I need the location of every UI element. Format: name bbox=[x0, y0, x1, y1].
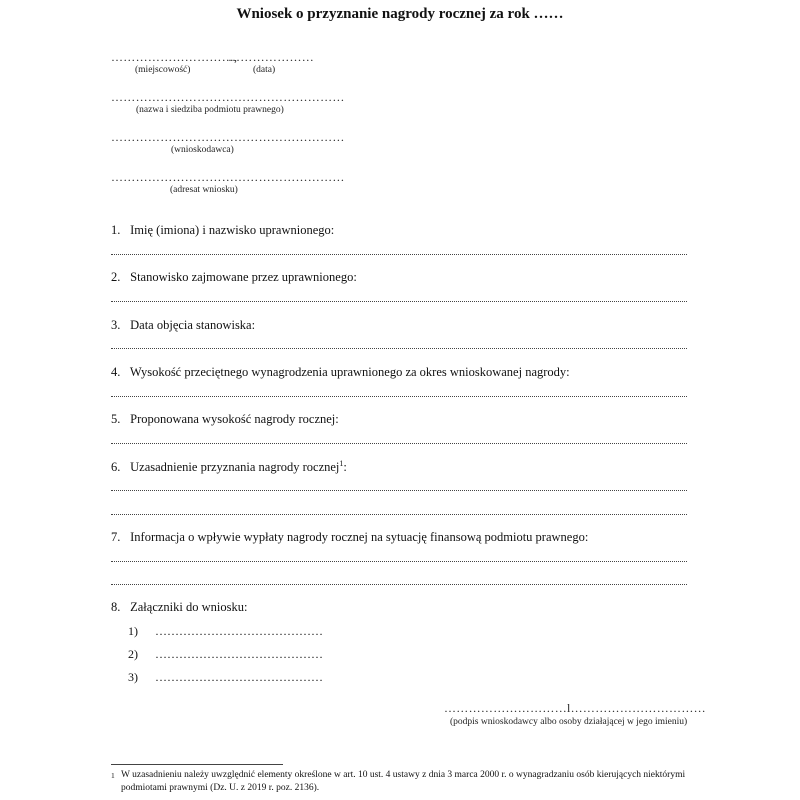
question-text: Proponowana wysokość nagrody rocznej: bbox=[130, 412, 339, 426]
attachment-3[interactable] bbox=[128, 670, 323, 685]
answer-line-2[interactable] bbox=[111, 301, 687, 302]
attachment-2[interactable] bbox=[128, 647, 323, 662]
date-label: (data) bbox=[253, 65, 276, 75]
entity-label: (nazwa i siedziba podmiotu prawnego) bbox=[136, 105, 284, 115]
question-number: 4. bbox=[111, 365, 121, 379]
answer-line-6a[interactable] bbox=[111, 490, 687, 491]
answer-line-5[interactable] bbox=[111, 443, 687, 444]
footnote-ref[interactable]: 1 bbox=[339, 459, 344, 468]
place-label: (miejscowość) bbox=[135, 65, 191, 75]
question-number: 3. bbox=[111, 318, 121, 332]
addressee-dots: ………………………………………………… bbox=[111, 170, 345, 184]
question-text: Załączniki do wniosku: bbox=[130, 600, 248, 614]
question-1 bbox=[111, 223, 334, 238]
footnote-text: W uzasadnieniu należy uwzględnić elementy określone w art. 10 ust. 4 ustawy z dnia 3 marca 2000 r. o wynagradzaniu osób kierujących niektórymi podmiotami prawnymi (Dz. U. z 2019 r. poz. 2136). bbox=[121, 770, 686, 793]
question-text: Stanowisko zajmowane przez uprawnionego: bbox=[130, 270, 357, 284]
question-6 bbox=[111, 459, 347, 475]
question-number: 2. bbox=[111, 270, 121, 284]
question-number: 7. bbox=[111, 530, 121, 544]
question-number: 5. bbox=[111, 412, 121, 426]
question-suffix: : bbox=[343, 460, 347, 475]
question-3 bbox=[111, 318, 255, 333]
question-text: Imię (imiona) i nazwisko uprawnionego: bbox=[130, 223, 335, 237]
attachment-number: 1) bbox=[128, 624, 138, 638]
question-text: Wysokość przeciętnego wynagrodzenia uprawnionego za okres wnioskowanej nagrody: bbox=[129, 365, 570, 379]
question-5 bbox=[111, 412, 339, 427]
attachment-number: 2) bbox=[128, 647, 138, 661]
answer-line-7a[interactable] bbox=[111, 561, 687, 562]
entity-dots: ………………………………………………… bbox=[111, 90, 345, 104]
question-text: Data objęcia stanowiska: bbox=[130, 318, 256, 332]
answer-line-4[interactable] bbox=[111, 396, 687, 397]
attachment-dots: …………………………………… bbox=[155, 624, 323, 638]
answer-line-7b[interactable] bbox=[111, 584, 687, 585]
attachment-dots: …………………………………… bbox=[155, 670, 323, 684]
question-text: Uzasadnienie przyznania nagrody rocznej bbox=[130, 460, 340, 475]
signature-dots[interactable]: …………………………l…………………………… bbox=[444, 701, 706, 715]
answer-line-3[interactable] bbox=[111, 348, 687, 349]
question-text: Informacja o wpływie wypłaty nagrody rocznej na sytuację finansową podmiotu prawnego: bbox=[130, 530, 589, 544]
applicant-label: (wnioskodawca) bbox=[171, 145, 234, 155]
footnote-separator bbox=[111, 764, 283, 765]
question-2 bbox=[111, 270, 357, 285]
question-7 bbox=[111, 530, 588, 545]
question-4 bbox=[111, 365, 570, 380]
answer-line-6b[interactable] bbox=[111, 514, 687, 515]
attachment-number: 3) bbox=[128, 670, 138, 684]
footnote-marker: 1 bbox=[111, 771, 115, 780]
footnote bbox=[111, 769, 701, 795]
question-number: 8. bbox=[111, 600, 121, 614]
place-dots: …………………………, bbox=[111, 50, 238, 64]
applicant-dots: ………………………………………………… bbox=[111, 130, 345, 144]
question-number: 1. bbox=[111, 223, 121, 237]
question-number: 6. bbox=[111, 460, 121, 475]
question-8 bbox=[111, 600, 247, 615]
document-title: Wniosek o przyznanie nagrody rocznej za rok …… bbox=[236, 6, 564, 22]
attachment-dots: …………………………………… bbox=[155, 647, 323, 661]
date-dots: ………………… bbox=[228, 50, 315, 64]
signature-label: (podpis wnioskodawcy albo osoby działającej w jego imieniu) bbox=[450, 717, 688, 727]
answer-line-1[interactable] bbox=[111, 254, 687, 255]
attachment-1[interactable] bbox=[128, 624, 323, 639]
addressee-label: (adresat wniosku) bbox=[170, 185, 238, 195]
